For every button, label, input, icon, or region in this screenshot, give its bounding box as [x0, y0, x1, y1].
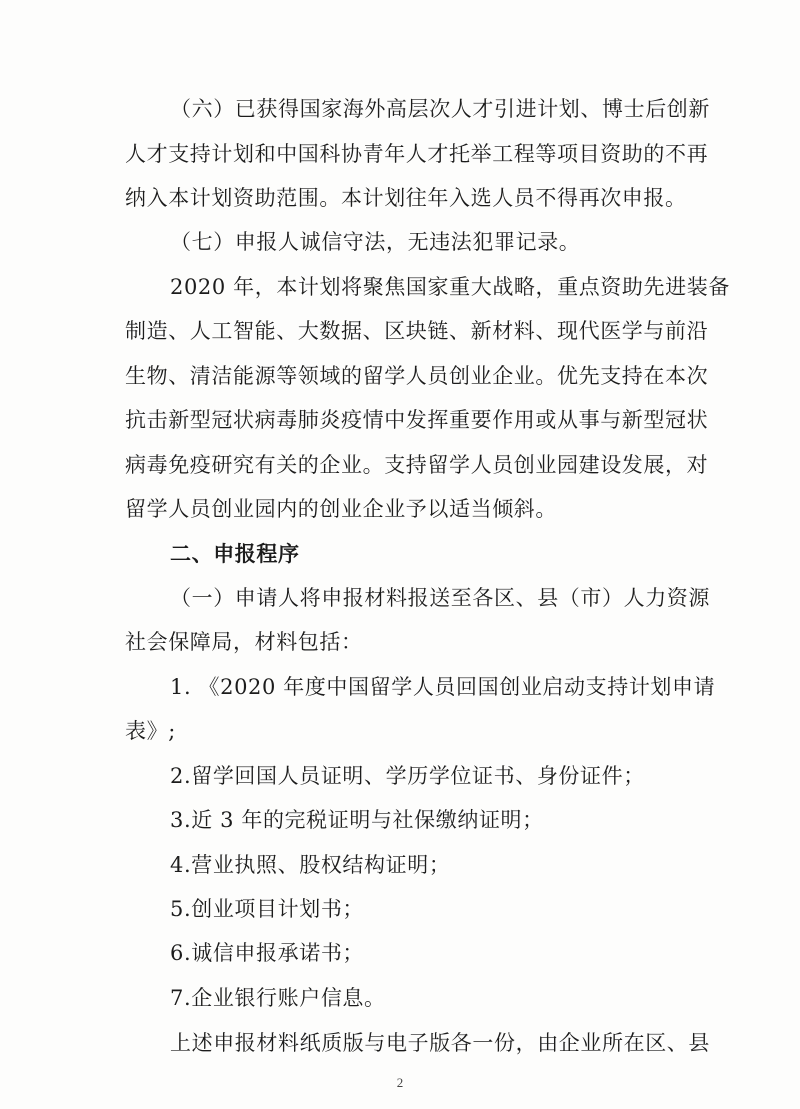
section-heading: 二、申报程序 — [170, 542, 300, 566]
paragraph-line: （一）申请人将申报材料报送至各区、县（市）人力资源 — [170, 586, 710, 610]
paragraph-line: （七）申报人诚信守法，无违法犯罪记录。 — [170, 230, 581, 254]
paragraph-line: 留学人员创业园内的创业企业予以适当倾斜。 — [125, 497, 557, 521]
paragraph-line: 2020 年，本计划将聚焦国家重大战略，重点资助先进装备 — [170, 275, 730, 299]
list-item: 6.诚信申报承诺书； — [170, 941, 365, 965]
paragraph-line: 病毒免疫研究有关的企业。支持留学人员创业园建设发展，对 — [125, 453, 709, 477]
list-item: 1. 《2020 年度中国留学人员回国创业启动支持计划申请 — [170, 675, 716, 699]
list-item: 7.企业银行账户信息。 — [170, 986, 386, 1010]
paragraph-line: 社会保障局，材料包括： — [125, 630, 363, 654]
list-item: 2.留学回国人员证明、学历学位证书、身份证件； — [170, 764, 645, 788]
list-item: 4.营业执照、股权结构证明； — [170, 853, 451, 877]
paragraph-line: （六）已获得国家海外高层次人才引进计划、博士后创新 — [170, 97, 710, 121]
paragraph-line: 制造、人工智能、大数据、区块链、新材料、现代医学与前沿 — [125, 319, 709, 343]
paragraph-line: 生物、清洁能源等领域的留学人员创业企业。优先支持在本次 — [125, 364, 709, 388]
paragraph-line: 纳入本计划资助范围。本计划往年入选人员不得再次申报。 — [125, 186, 687, 210]
list-item: 3.近 3 年的完税证明与社保缴纳证明； — [170, 808, 544, 832]
list-item: 表》; — [125, 719, 176, 743]
page-number: 2 — [396, 1075, 404, 1090]
list-item: 5.创业项目计划书； — [170, 897, 365, 921]
paragraph-line: 上述申报材料纸质版与电子版各一份，由企业所在区、县 — [170, 1031, 710, 1055]
paragraph-line: 抗击新型冠状病毒肺炎疫情中发挥重要作用或从事与新型冠状 — [125, 408, 709, 432]
paragraph-line: 人才支持计划和中国科协青年人才托举工程等项目资助的不再 — [125, 142, 709, 166]
